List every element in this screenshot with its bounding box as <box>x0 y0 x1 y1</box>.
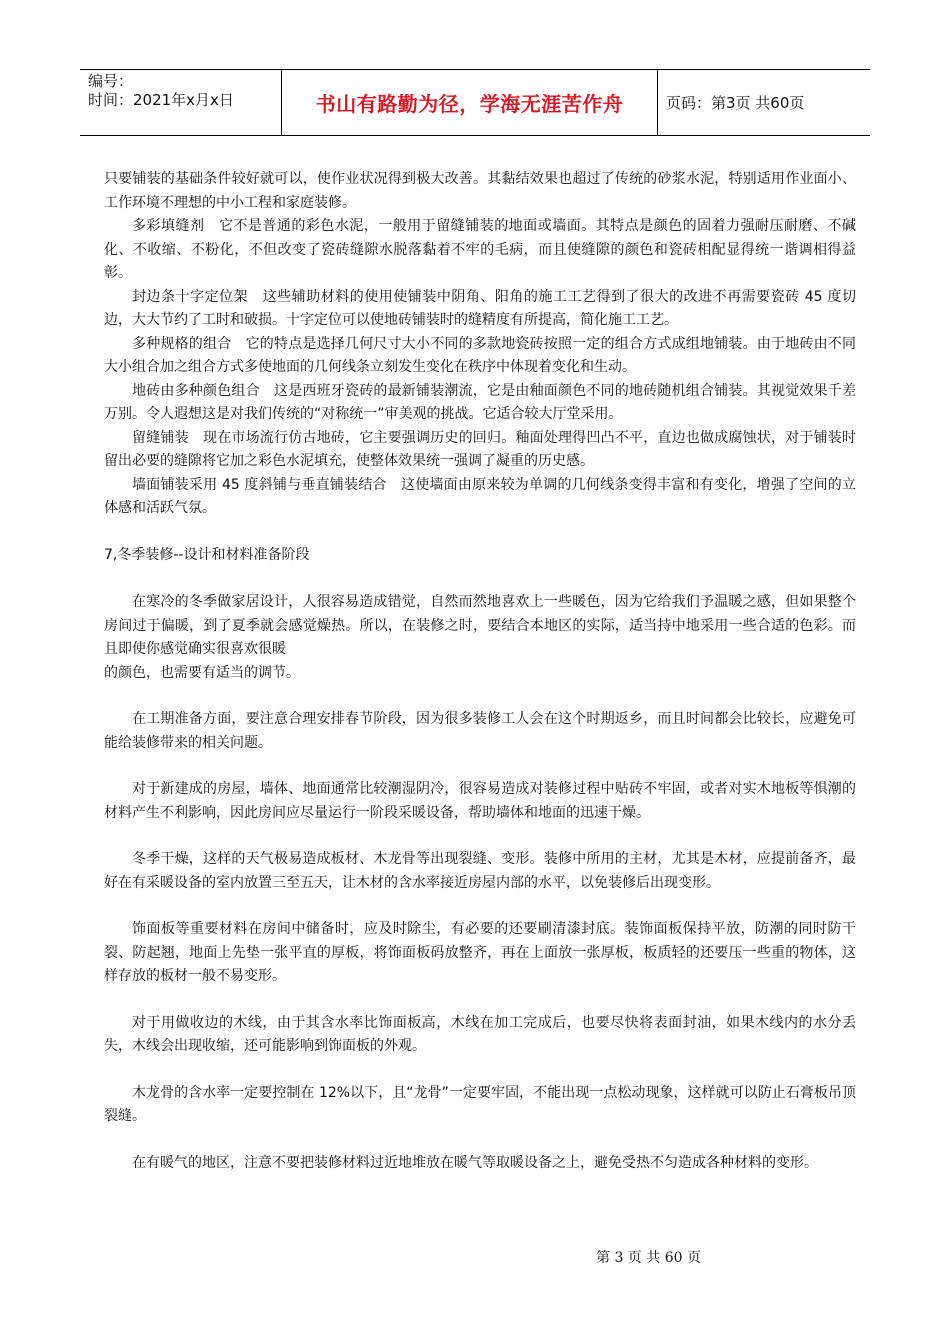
paragraph: 多彩填缝剂 它不是普通的彩色水泥，一般用于留缝铺装的地面或墙面。其特点是颜色的固着力强耐压耐磨、不碱化、不收缩、不粉化，不但改变了瓷砖缝隙水脱落黏着不牢的毛病，而且使缝隙的颜色和瓷砖相配显得统一谐调相得益彰。 <box>104 218 856 281</box>
paragraph: 多种规格的组合 它的特点是选择几何尺寸大小不同的多款地瓷砖按照一定的组合方式成组地铺装。由于地砖由不同大小组合加之组合方式多使地面的几何线条立刻发生变化在秩序中体现着变化和生动。 <box>104 335 856 375</box>
paragraph: 在工期准备方面，要注意合理安排春节阶段，因为很多装修工人会在这个时期返乡，而且时间都会比较长，应避免可能给装修带来的相关问题。 <box>104 711 856 751</box>
number-label: 编号： <box>88 72 134 90</box>
paragraph: 墙面铺装采用 45 度斜铺与垂直铺装结合 这使墙面由原来较为单调的几何线条变得丰富和有变化，增强了空间的立体感和活跃气氛。 <box>104 476 856 516</box>
page-header <box>80 69 870 136</box>
page-footer: 第 3 页 共 60 页 <box>596 1250 701 1266</box>
paragraph: 地砖由多种颜色组合 这是西班牙瓷砖的最新铺装潮流，它是由釉面颜色不同的地砖随机组合铺装。其视觉效果千差万别。令人遐想这是对我们传统的“对称统一”审美观的挑战。它适合较大厅堂采用。 <box>104 382 856 422</box>
paragraph: 只要铺装的基础条件较好就可以，使作业状况得到极大改善。其黏结效果也超过了传统的砂浆水泥，特别适用作业面小、工作环境不理想的中小工程和家庭装修。 <box>104 171 856 211</box>
document-body <box>104 168 856 1175</box>
paragraph: 饰面板等重要材料在房间中储备时，应及时除尘，有必要的还要刷清漆封底。装饰面板保持平放，防潮的同时防干裂、防起翘，地面上先垫一张平直的厚板，将饰面板码放整齐，再在上面放一张厚板，板质轻的还要压一些重的物体，这样存放的板材一般不易变形。 <box>104 921 856 984</box>
header-meta <box>80 70 281 135</box>
paragraph: 对于用做收边的木线，由于其含水率比饰面板高，木线在加工完成后，也要尽快将表面封油，如果木线内的水分丢失，木线会出现收缩，还可能影响到饰面板的外观。 <box>104 1014 856 1054</box>
paragraph: 的颜色，也需要有适当的调节。 <box>104 664 300 681</box>
header-page-info <box>658 70 870 135</box>
paragraph: 对于新建成的房屋，墙体、地面通常比较潮湿阴冷，很容易造成对装修过程中贴砖不牢固，或者对实木地板等惧潮的材料产生不利影响，因此房间应尽量运行一阶段采暖设备，帮助墙体和地面的迅速干燥。 <box>104 781 856 821</box>
paragraph: 在有暖气的地区，注意不要把装修材料过近地堆放在暖气等取暖设备之上，避免受热不匀造成各种材料的变形。 <box>132 1154 818 1171</box>
section-heading: 7,冬季装修--设计和材料准备阶段 <box>104 546 310 563</box>
paragraph: 冬季干燥，这样的天气极易造成板材、木龙骨等出现裂缝、变形。装修中所用的主材，尤其是木材，应提前备齐，最好在有采暖设备的室内放置三至五天，让木材的含水率接近房屋内部的水平，以免装修后出现变形。 <box>104 851 856 891</box>
date-label: 时间：2021年x月x日 <box>88 91 234 109</box>
paragraph: 封边条十字定位架 这些辅助材料的使用使铺装中阴角、阳角的施工工艺得到了很大的改进不再需要瓷砖 45 度切边，大大节约了工时和破损。十字定位可以使地砖铺装时的缝精度有所提高，简化施工工艺。 <box>104 288 856 328</box>
paragraph: 在寒冷的冬季做家居设计，人很容易造成错觉，自然而然地喜欢上一些暖色，因为它给我们予温暖之感，但如果整个房间过于偏暖，到了夏季就会感觉燥热。所以，在装修之时，要结合本地区的实际，适当持中地采用一些合适的色彩。而且即使你感觉确实很喜欢很暖 <box>104 594 856 657</box>
page-info-text: 页码：第3页 共60页 <box>666 94 805 112</box>
motto-text: 书山有路勤为径，学海无涯苦作舟 <box>315 92 624 116</box>
paragraph: 留缝铺装 现在市场流行仿古地砖，它主要强调历史的回归。釉面处理得凹凸不平，直边也做成腐蚀状，对于铺装时留出必要的缝隙将它加之彩色水泥填充，使整体效果统一强调了凝重的历史感。 <box>104 429 856 469</box>
header-motto-cell <box>281 70 658 135</box>
paragraph: 木龙骨的含水率一定要控制在 12%以下，且“龙骨”一定要牢固，不能出现一点松动现象，这样就可以防止石膏板吊顶裂缝。 <box>104 1084 856 1124</box>
